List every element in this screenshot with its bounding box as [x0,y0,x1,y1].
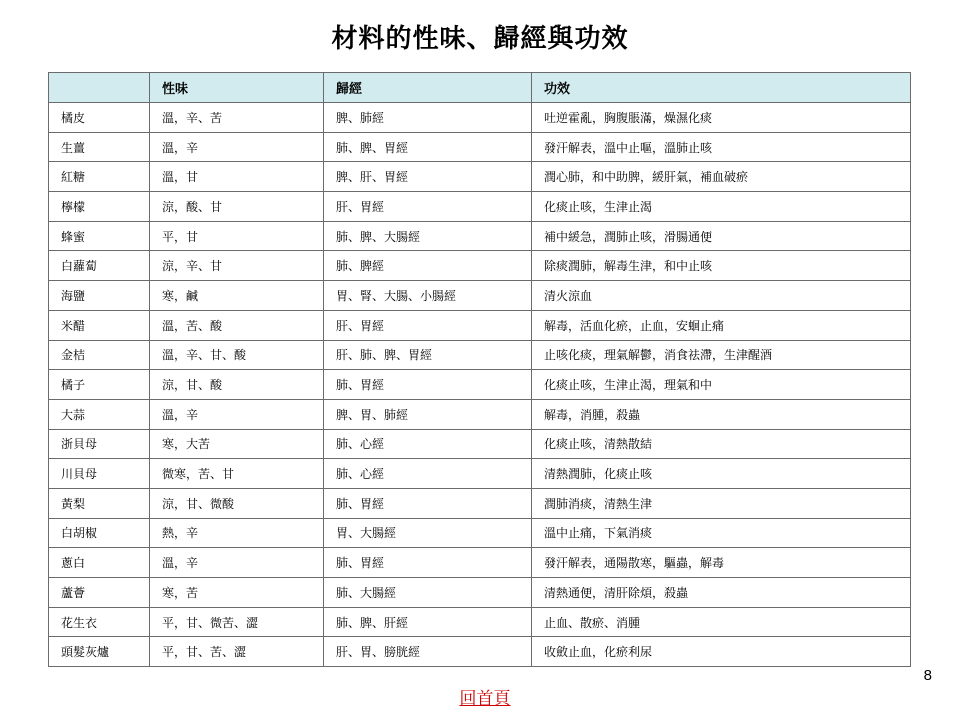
material-cell: 蘆薈 [49,578,150,608]
table-row [49,429,911,459]
efficacy-cell: 吐逆霍亂，胸腹脹滿，燥濕化痰 [532,103,911,133]
column-header-nature-flavor: 性味 [150,73,324,103]
nature-flavor-cell: 寒，鹹 [150,281,324,311]
material-cell: 川貝母 [49,459,150,489]
meridian-cell: 肺、脾、胃經 [324,132,532,162]
home-link[interactable]: 回首頁 [459,689,511,709]
material-cell: 白胡椒 [49,518,150,548]
herb-table-container [48,72,910,667]
nature-flavor-cell: 平，甘 [150,221,324,251]
meridian-cell: 肝、胃經 [324,310,532,340]
nature-flavor-cell: 涼，酸、甘 [150,192,324,222]
herb-properties-table [48,72,911,667]
nature-flavor-cell: 寒，大苦 [150,429,324,459]
material-cell: 橘子 [49,370,150,400]
meridian-cell: 脾、胃、肺經 [324,399,532,429]
nature-flavor-cell: 涼，甘、微酸 [150,488,324,518]
efficacy-cell: 解毒，活血化瘀，止血，安蛔止痛 [532,310,911,340]
nature-flavor-cell: 涼，甘、酸 [150,370,324,400]
material-cell: 浙貝母 [49,429,150,459]
meridian-cell: 脾、肝、胃經 [324,162,532,192]
nature-flavor-cell: 溫，辛 [150,548,324,578]
meridian-cell: 肝、肺、脾、胃經 [324,340,532,370]
table-row [49,192,911,222]
table-row [49,548,911,578]
table-row [49,399,911,429]
meridian-cell: 胃、大腸經 [324,518,532,548]
efficacy-cell: 潤肺消痰，清熱生津 [532,488,911,518]
table-row [49,488,911,518]
table-row [49,637,911,667]
nature-flavor-cell: 溫，辛 [150,399,324,429]
meridian-cell: 肺、心經 [324,429,532,459]
nature-flavor-cell: 溫，辛、苦 [150,103,324,133]
page-title: 材料的性味、歸經與功效 [331,24,629,54]
meridian-cell: 肺、脾、大腸經 [324,221,532,251]
material-cell: 蜂蜜 [49,221,150,251]
efficacy-cell: 解毒，消腫，殺蟲 [532,399,911,429]
nature-flavor-cell: 熱，辛 [150,518,324,548]
efficacy-cell: 補中緩急，潤肺止咳，滑腸通便 [532,221,911,251]
nature-flavor-cell: 涼，辛、甘 [150,251,324,281]
column-header-meridian: 歸經 [324,73,532,103]
table-row [49,518,911,548]
nature-flavor-cell: 溫，辛、甘、酸 [150,340,324,370]
material-cell: 白蘿蔔 [49,251,150,281]
efficacy-cell: 發汗解表，通陽散寒，驅蟲，解毒 [532,548,911,578]
material-cell: 紅糖 [49,162,150,192]
efficacy-cell: 化痰止咳，清熱散結 [532,429,911,459]
table-row [49,578,911,608]
table-row [49,162,911,192]
material-cell: 蔥白 [49,548,150,578]
table-row [49,251,911,281]
table-row [49,132,911,162]
material-cell: 花生衣 [49,607,150,637]
meridian-cell: 肺、大腸經 [324,578,532,608]
material-cell: 頭髮灰爐 [49,637,150,667]
material-cell: 金桔 [49,340,150,370]
meridian-cell: 肺、脾、肝經 [324,607,532,637]
column-header-material [49,73,150,103]
meridian-cell: 肝、胃、膀胱經 [324,637,532,667]
efficacy-cell: 止咳化痰，理氣解鬱，消食祛滯，生津醒酒 [532,340,911,370]
meridian-cell: 肺、胃經 [324,370,532,400]
page-number: 8 [923,667,932,684]
efficacy-cell: 清熱通便，清肝除煩，殺蟲 [532,578,911,608]
meridian-cell: 肝、胃經 [324,192,532,222]
meridian-cell: 肺、心經 [324,459,532,489]
efficacy-cell: 收斂止血，化瘀利尿 [532,637,911,667]
table-row [49,221,911,251]
table-row [49,281,911,311]
nature-flavor-cell: 寒，苦 [150,578,324,608]
efficacy-cell: 溫中止痛，下氣消痰 [532,518,911,548]
material-cell: 檸檬 [49,192,150,222]
nature-flavor-cell: 溫，苦、酸 [150,310,324,340]
column-header-efficacy: 功效 [532,73,911,103]
table-row [49,340,911,370]
material-cell: 海鹽 [49,281,150,311]
material-cell: 黃梨 [49,488,150,518]
material-cell: 米醋 [49,310,150,340]
efficacy-cell: 潤心肺，和中助脾，緩肝氣，補血破瘀 [532,162,911,192]
nature-flavor-cell: 平，甘、苦、澀 [150,637,324,667]
table-body [49,103,911,667]
efficacy-cell: 化痰止咳，生津止渴 [532,192,911,222]
nature-flavor-cell: 溫，辛 [150,132,324,162]
efficacy-cell: 化痰止咳，生津止渴，理氣和中 [532,370,911,400]
table-row [49,310,911,340]
table-row [49,103,911,133]
material-cell: 大蒜 [49,399,150,429]
meridian-cell: 肺、脾經 [324,251,532,281]
material-cell: 橘皮 [49,103,150,133]
nature-flavor-cell: 微寒，苦、甘 [150,459,324,489]
meridian-cell: 脾、肺經 [324,103,532,133]
meridian-cell: 肺、胃經 [324,488,532,518]
efficacy-cell: 清火涼血 [532,281,911,311]
table-row [49,370,911,400]
material-cell: 生薑 [49,132,150,162]
nature-flavor-cell: 溫，甘 [150,162,324,192]
meridian-cell: 胃、腎、大腸、小腸經 [324,281,532,311]
meridian-cell: 肺、胃經 [324,548,532,578]
table-header-row [49,73,911,103]
efficacy-cell: 除痰潤肺，解毒生津，和中止咳 [532,251,911,281]
nature-flavor-cell: 平，甘、微苦、澀 [150,607,324,637]
efficacy-cell: 發汗解表，溫中止嘔，溫肺止咳 [532,132,911,162]
table-row [49,607,911,637]
efficacy-cell: 清熱潤肺，化痰止咳 [532,459,911,489]
efficacy-cell: 止血、散瘀、消腫 [532,607,911,637]
table-row [49,459,911,489]
